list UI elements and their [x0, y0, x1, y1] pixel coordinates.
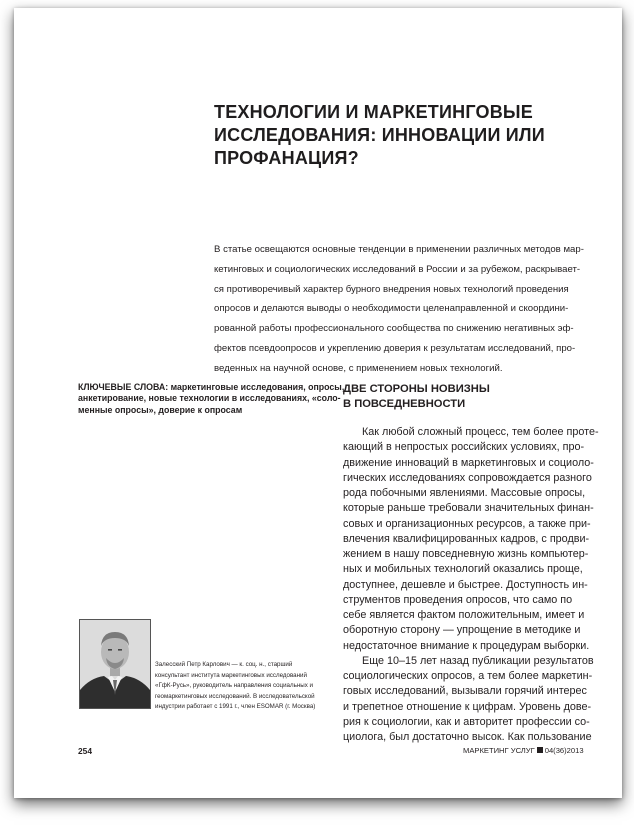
- title-line: ТЕХНОЛОГИИ И МАРКЕТИНГОВЫЕ: [214, 102, 533, 122]
- abstract-line: кетинговых и социологических исследований в России и за рубежом, раскрывает-: [214, 263, 581, 275]
- body-line: рода побочными явлениями. Массовые опросы,: [343, 487, 586, 499]
- abstract-line: веденных на научной основе, с применением новых технологий.: [214, 362, 503, 374]
- article-body: [343, 425, 605, 745]
- section-heading-line: ДВЕ СТОРОНЫ НОВИЗНЫ: [343, 383, 490, 395]
- author-bio: [155, 660, 345, 713]
- body-line: циолога, был достаточно высок. Как пользование: [343, 731, 592, 743]
- body-line: движение инноваций в маркетинговых и социоло-: [343, 456, 594, 469]
- bio-line: индустрии работает с 1991 г., член ESOMAR (г. Москва): [155, 703, 316, 711]
- body-line: совых и организационных ресурсов, а также при-: [343, 517, 591, 530]
- journal-footer: [463, 746, 584, 755]
- issue-number: 04(36)2013: [544, 746, 584, 755]
- keywords-line: анкетирование, новые технологии в исследованиях, «соло-: [78, 393, 341, 404]
- abstract-line: ся противоречивый характер бурного внедрения новых технологий проведения: [214, 283, 569, 295]
- article-abstract: [214, 240, 594, 379]
- title-line: ИССЛЕДОВАНИЯ: ИННОВАЦИИ ИЛИ: [214, 125, 545, 145]
- body-line: и трепетное отношение к цифрам. Уровень дове-: [343, 700, 592, 713]
- body-line: жением в нашу повседневную жизнь компьютер-: [343, 548, 589, 560]
- page-number: 254: [78, 746, 92, 756]
- article-title: [214, 101, 554, 170]
- abstract-line: фектов псевдоопросов и укреплению доверия к результатам исследований, про-: [214, 342, 576, 354]
- body-line: влечения квалифицированных кадров, с продви-: [343, 532, 590, 545]
- body-line: гических исследованиях сопровождается разного: [343, 471, 592, 484]
- body-line: социологических опросов, а тем более маркетин-: [343, 670, 593, 682]
- body-line: доступнее, дешевле и быстрее. Доступность ин-: [343, 578, 588, 591]
- author-photo: [79, 619, 151, 709]
- abstract-line: В статье освещаются основные тенденции в применении различных методов мар-: [214, 244, 584, 255]
- title-line: ПРОФАНАЦИЯ?: [214, 148, 359, 168]
- body-line: оборотную сторону — упрощение в методике и: [343, 624, 581, 637]
- author-portrait-icon: [80, 620, 150, 708]
- body-line: рия к социологии, как и авторитет профессии со-: [343, 715, 590, 728]
- keywords-line: КЛЮЧЕВЫЕ СЛОВА: маркетинговые исследования, опросы,: [78, 382, 345, 392]
- body-line: струментов проведения опросов, что само по: [343, 593, 573, 606]
- body-line: которые раньше требовали значительных финан-: [343, 502, 594, 515]
- bio-line: «ГфК-Русь», руководитель направления социальных и: [155, 682, 313, 690]
- bio-line: консультант института маркетинговых исследований: [155, 671, 307, 679]
- body-line: себе является фактом положительным, имеет и: [343, 609, 585, 621]
- journal-name: МАРКЕТИНГ УСЛУГ: [463, 746, 535, 755]
- keywords-block: [78, 382, 345, 416]
- abstract-line: опросов и делаются выводы о необходимости целенаправленной и скоордини-: [214, 303, 569, 315]
- body-line: говых исследований, вызывали горячий интерес: [343, 685, 587, 698]
- square-bullet-icon: [537, 747, 543, 753]
- journal-page: [14, 8, 622, 798]
- section-heading-line: В ПОВСЕДНЕВНОСТИ: [343, 397, 466, 410]
- bio-line: Залесский Петр Карлович — к. соц. н., старший: [155, 661, 293, 668]
- abstract-line: рованной работы профессионального сообщества по снижению негативных эф-: [214, 323, 574, 335]
- bio-line: геомаркетинговых исследований. В исследовательской: [155, 692, 315, 700]
- section-heading: [343, 382, 490, 411]
- body-line: Как любой сложный процесс, тем более проте-: [362, 426, 599, 438]
- keywords-line: менные опросы», доверие к опросам: [78, 404, 243, 415]
- body-line: ных и мобильных технологий оказались проще,: [343, 563, 583, 576]
- body-line: кающий в непростых российских условиях, про-: [343, 441, 585, 454]
- body-line: недостаточное внимание к процедурам выборки.: [343, 639, 590, 652]
- body-line: Еще 10–15 лет назад публикации результатов: [362, 654, 594, 667]
